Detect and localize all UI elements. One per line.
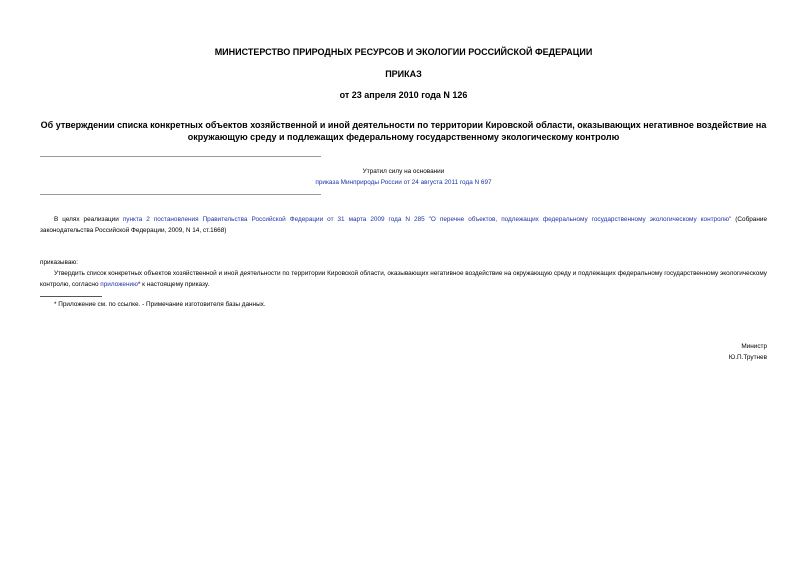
signatory-name: Ю.П.Трутнев — [728, 354, 767, 361]
ministry-heading: МИНИСТЕРСТВО ПРИРОДНЫХ РЕСУРСОВ И ЭКОЛОГИИ РОССИЙСКОЙ ФЕДЕРАЦИИ — [214, 47, 593, 57]
footnote-text: * Приложение см. по ссылке. - Примечание изготовителя базы данных. — [54, 301, 266, 308]
status-rule-bottom — [40, 194, 321, 195]
signature-block — [567, 341, 767, 363]
doc-type-heading: ПРИКАЗ — [385, 69, 422, 79]
order-text-end: * к настоящему приказу. — [137, 281, 210, 288]
preamble-tail: (Собрание законодательства Российской Федерации, 2009, N 14, ст.1668) — [40, 216, 768, 234]
order-text-start: Утвердить список конкретных объектов хозяйственной и иной деятельности по территории Кировской области, оказывающих негативное воздействие на окружающую среду и подлежащих федеральному государственному экологическому контролю, согласно — [40, 270, 767, 288]
repeal-order-link[interactable]: приказа Минприроды России от 24 августа 2011 года N 697 — [315, 179, 492, 186]
preamble-intro: В целях реализации — [54, 216, 123, 223]
status-line: Утратил силу на основании — [362, 168, 445, 175]
signatory-position: Министр — [741, 343, 767, 350]
document-title: Об утверждении списка конкретных объектов хозяйственной и иной деятельности по территории Кировской области, оказывающих негативное воздействие на окружающую среду и подлежащих федеральному государственному экологическому контролю — [40, 120, 767, 142]
preamble-paragraph — [40, 214, 767, 236]
date-number-heading: от 23 апреля 2010 года N 126 — [339, 90, 468, 100]
government-decree-link[interactable]: пункта 2 постановления Правительства Российской Федерации от 31 марта 2009 года N 285 "О перечне объектов, подлежащих федеральному государственному экологическому контролю" — [122, 216, 732, 223]
status-rule-top — [40, 156, 321, 157]
footnote-rule — [40, 296, 102, 297]
order-label: приказываю: — [40, 259, 78, 266]
order-paragraph — [40, 268, 767, 290]
appendix-link[interactable]: приложению — [100, 281, 138, 288]
status-note — [290, 166, 517, 188]
